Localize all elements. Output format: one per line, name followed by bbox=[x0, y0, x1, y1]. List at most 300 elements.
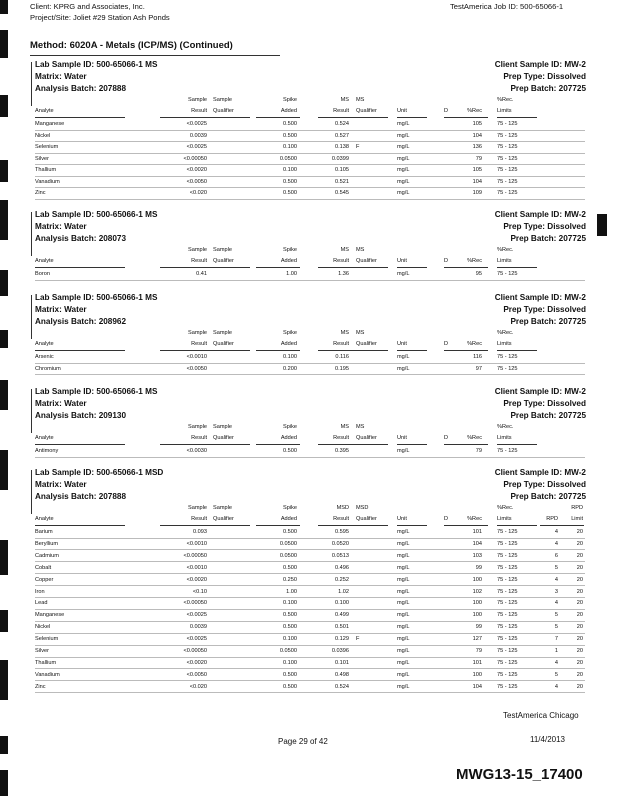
recovery-limits: 75 - 125 bbox=[497, 167, 518, 173]
spike-added: 0.500 bbox=[283, 624, 297, 631]
percent-recovery: 100 bbox=[472, 576, 482, 583]
col-header-added: Added bbox=[280, 341, 297, 347]
analyte-name: Zinc bbox=[35, 190, 46, 196]
analyte-name: Iron bbox=[35, 588, 45, 595]
recovery-limits: 75 - 125 bbox=[497, 540, 518, 547]
rpd-value: 1 bbox=[554, 648, 558, 654]
percent-recovery: 100 bbox=[472, 600, 482, 607]
analysis-batch: Analysis Batch: 209130 bbox=[35, 411, 127, 420]
spike-added: 0.500 bbox=[283, 448, 297, 454]
analyte-name: Barium bbox=[35, 529, 53, 535]
header-underline bbox=[318, 267, 388, 268]
recovery-limits: 75 - 125 bbox=[497, 624, 518, 631]
client-sample-id: Client Sample ID: MW-2 bbox=[494, 468, 586, 477]
header-underline bbox=[35, 350, 125, 351]
unit: mg/L bbox=[397, 624, 410, 631]
col-header-unit: Unit bbox=[397, 435, 407, 441]
spike-added: 1.00 bbox=[286, 271, 297, 277]
lab-sample-id: Lab Sample ID: 500-65066-1 MS bbox=[35, 60, 158, 69]
col-header-sample: Sample bbox=[213, 424, 232, 430]
header-underline bbox=[444, 350, 488, 351]
matrix: Matrix: Water bbox=[35, 480, 87, 489]
rpd-limit: 20 bbox=[576, 648, 583, 654]
matrix: Matrix: Water bbox=[35, 222, 87, 231]
lab-sample-id: Lab Sample ID: 500-65066-1 MS bbox=[35, 387, 158, 396]
percent-recovery: 127 bbox=[472, 636, 482, 643]
scan-edge-mark bbox=[0, 610, 8, 632]
col-header-d: D bbox=[444, 435, 449, 441]
section-bracket bbox=[31, 470, 32, 514]
prep-batch: Prep Batch: 207725 bbox=[510, 411, 586, 420]
spike-result: 0.499 bbox=[335, 612, 349, 619]
sample-result: <0.020 bbox=[189, 190, 207, 196]
percent-recovery: 95 bbox=[475, 271, 482, 277]
col-header-result: Result bbox=[191, 341, 207, 347]
percent-recovery: 102 bbox=[472, 588, 482, 595]
section-bracket bbox=[31, 62, 32, 106]
col-header-qualifier: Qualifier bbox=[213, 108, 234, 114]
prep-type: Prep Type: Dissolved bbox=[503, 222, 586, 231]
row-divider bbox=[35, 633, 585, 634]
sample-result: <0.0050 bbox=[186, 178, 207, 185]
analyte-name: Nickel bbox=[35, 624, 51, 631]
spike-result: 0.252 bbox=[335, 576, 349, 583]
spike-result: 0.101 bbox=[335, 659, 349, 666]
matrix: Matrix: Water bbox=[35, 399, 87, 408]
unit: mg/L bbox=[397, 144, 410, 150]
scan-edge-mark bbox=[0, 95, 8, 117]
unit: mg/L bbox=[397, 588, 410, 595]
spike-added: 0.100 bbox=[283, 144, 297, 150]
rpd-value: 5 bbox=[554, 671, 558, 678]
header-underline bbox=[444, 444, 488, 445]
row-divider bbox=[35, 176, 585, 177]
rpd-limit: 20 bbox=[576, 564, 583, 571]
header-underline bbox=[35, 267, 125, 268]
scan-edge-mark bbox=[0, 330, 8, 348]
spike-added: 0.200 bbox=[283, 365, 297, 372]
col-header-ms: MS bbox=[340, 330, 349, 336]
row-divider bbox=[35, 363, 585, 364]
spike-added: 0.100 bbox=[283, 659, 297, 666]
rpd-limit: 20 bbox=[576, 576, 583, 583]
scan-edge-mark bbox=[0, 736, 8, 754]
row-divider bbox=[35, 668, 585, 669]
col-header-added: Added bbox=[280, 435, 297, 441]
header-underline bbox=[397, 350, 427, 351]
spike-added: 0.0500 bbox=[279, 540, 297, 547]
sample-result: <0.0025 bbox=[186, 121, 207, 127]
sample-result: <0.0025 bbox=[186, 144, 207, 150]
col-header-analyte: Analyte bbox=[35, 516, 54, 522]
spike-result: 0.496 bbox=[335, 564, 349, 571]
footer-date: 11/4/2013 bbox=[530, 735, 565, 744]
percent-recovery: 105 bbox=[472, 167, 482, 173]
percent-recovery: 101 bbox=[472, 659, 482, 666]
header-underline bbox=[318, 350, 388, 351]
recovery-limits: 75 - 125 bbox=[497, 564, 518, 571]
col-header-d: D bbox=[444, 108, 449, 114]
rpd-value: 7 bbox=[554, 636, 558, 643]
col-header-sample: Sample bbox=[213, 505, 232, 511]
sample-result: 0.41 bbox=[196, 271, 207, 277]
spike-result: 0.595 bbox=[335, 529, 349, 535]
spike-added: 0.100 bbox=[283, 636, 297, 643]
analyte-name: Zinc bbox=[35, 683, 46, 690]
recovery-limits: 75 - 125 bbox=[497, 552, 518, 559]
header-underline bbox=[318, 525, 388, 526]
spike-result: 0.0513 bbox=[331, 552, 349, 559]
spike-added: 0.100 bbox=[283, 167, 297, 173]
footer-page: Page 29 of 42 bbox=[278, 737, 328, 746]
spike-added: 0.500 bbox=[283, 683, 297, 690]
percent-recovery: 101 bbox=[472, 529, 482, 535]
section-bracket bbox=[31, 389, 32, 433]
col-header-ms: MS bbox=[356, 424, 365, 430]
unit: mg/L bbox=[397, 659, 410, 666]
percent-recovery: 104 bbox=[472, 540, 482, 547]
spike-added: 0.250 bbox=[283, 576, 297, 583]
col-header-added: Added bbox=[280, 258, 297, 264]
spike-added: 0.500 bbox=[283, 671, 297, 678]
row-divider bbox=[35, 609, 585, 610]
percent-recovery: 97 bbox=[475, 365, 482, 372]
rpd-value: 4 bbox=[554, 600, 558, 607]
client-sample-id: Client Sample ID: MW-2 bbox=[494, 293, 586, 302]
sample-result: <0.00050 bbox=[183, 155, 207, 162]
row-divider bbox=[35, 680, 585, 681]
recovery-limits: 75 - 125 bbox=[497, 529, 518, 535]
scan-edge-mark bbox=[0, 30, 8, 58]
row-divider bbox=[35, 374, 585, 375]
col-header-ms: MSD bbox=[356, 505, 369, 511]
recovery-limits: 75 - 125 bbox=[497, 671, 518, 678]
analysis-batch: Analysis Batch: 207888 bbox=[35, 84, 127, 93]
unit: mg/L bbox=[397, 671, 410, 678]
spike-result: 1.36 bbox=[338, 271, 349, 277]
prep-type: Prep Type: Dissolved bbox=[503, 480, 586, 489]
recovery-limits: 75 - 125 bbox=[497, 132, 518, 139]
row-divider bbox=[35, 621, 585, 622]
col-header-added: Added bbox=[280, 516, 297, 522]
unit: mg/L bbox=[397, 564, 410, 571]
analyte-name: Vanadium bbox=[35, 671, 60, 678]
sample-result: <0.0020 bbox=[186, 659, 207, 666]
scan-edge-mark bbox=[0, 160, 8, 182]
prep-batch: Prep Batch: 207725 bbox=[510, 84, 586, 93]
spike-added: 0.100 bbox=[283, 600, 297, 607]
rpd-value: 4 bbox=[554, 683, 558, 690]
col-header-result: Result bbox=[333, 258, 349, 264]
spike-result: 0.524 bbox=[335, 683, 349, 690]
unit: mg/L bbox=[397, 683, 410, 690]
sample-result: <0.0050 bbox=[186, 365, 207, 372]
col-header-spike: Spike bbox=[283, 505, 297, 511]
col-header-limits: Limits bbox=[497, 435, 512, 441]
sample-result: <0.0020 bbox=[186, 576, 207, 583]
header-underline bbox=[397, 117, 427, 118]
analyte-name: Selenium bbox=[35, 636, 59, 643]
col-header-prec: %Rec bbox=[467, 516, 482, 522]
col-header-qualifier: Qualifier bbox=[213, 258, 234, 264]
header-underline bbox=[444, 267, 488, 268]
col-header-ms: MS bbox=[356, 330, 365, 336]
scan-edge-mark bbox=[0, 540, 8, 575]
header-underline bbox=[397, 444, 427, 445]
col-header-unit: Unit bbox=[397, 516, 407, 522]
scan-edge-mark bbox=[0, 200, 8, 240]
rpd-value: 4 bbox=[554, 659, 558, 666]
recovery-limits: 75 - 125 bbox=[497, 648, 518, 654]
col-header-limits: Limits bbox=[497, 108, 512, 114]
analyte-name: Chromium bbox=[35, 365, 61, 372]
col-header-ms: MS bbox=[340, 424, 349, 430]
spike-result: 1.02 bbox=[338, 588, 349, 595]
unit: mg/L bbox=[397, 648, 410, 654]
col-header-prec: %Rec bbox=[467, 258, 482, 264]
rpd-limit: 20 bbox=[576, 552, 583, 559]
row-divider bbox=[35, 585, 585, 586]
spike-result: 0.527 bbox=[335, 132, 349, 139]
spike-result: 0.521 bbox=[335, 178, 349, 185]
row-divider bbox=[35, 187, 585, 188]
header-underline bbox=[160, 267, 250, 268]
analysis-batch: Analysis Batch: 208073 bbox=[35, 234, 127, 243]
header-underline bbox=[256, 444, 300, 445]
unit: mg/L bbox=[397, 190, 410, 196]
recovery-limits: 75 - 125 bbox=[497, 576, 518, 583]
scan-edge-mark bbox=[0, 0, 8, 14]
col-header-spike: Spike bbox=[283, 97, 297, 103]
method-title: Method: 6020A - Metals (ICP/MS) (Continued) bbox=[30, 40, 233, 51]
col-header-sample: Sample bbox=[188, 330, 207, 336]
rpd-limit: 20 bbox=[576, 624, 583, 631]
col-header-result: Result bbox=[191, 108, 207, 114]
header-underline bbox=[256, 117, 300, 118]
row-divider bbox=[35, 692, 585, 693]
sample-result: <0.0025 bbox=[186, 612, 207, 619]
percent-recovery: 79 bbox=[475, 448, 482, 454]
footer-lab: TestAmerica Chicago bbox=[503, 711, 579, 720]
spike-result: 0.498 bbox=[335, 671, 349, 678]
col-header-qualifier: Qualifier bbox=[356, 258, 377, 264]
header-underline bbox=[35, 525, 125, 526]
spike-result: 0.0399 bbox=[331, 155, 349, 162]
row-divider bbox=[35, 549, 585, 550]
sample-result: 0.0039 bbox=[189, 624, 207, 631]
analyte-name: Lead bbox=[35, 600, 48, 607]
spike-result: 0.395 bbox=[335, 448, 349, 454]
col-header-sample: Sample bbox=[188, 424, 207, 430]
col-header-qualifier: Qualifier bbox=[213, 341, 234, 347]
spike-result: 0.138 bbox=[335, 144, 349, 150]
section-bracket bbox=[31, 212, 32, 256]
analyte-name: Vanadium bbox=[35, 178, 60, 185]
analyte-name: Cobalt bbox=[35, 564, 52, 571]
analyte-name: Beryllium bbox=[35, 540, 59, 547]
unit: mg/L bbox=[397, 365, 410, 372]
unit: mg/L bbox=[397, 576, 410, 583]
prep-batch: Prep Batch: 207725 bbox=[510, 234, 586, 243]
rpd-value: 3 bbox=[554, 588, 558, 595]
analyte-name: Arsenic bbox=[35, 354, 54, 360]
col-header-rec: %Rec. bbox=[497, 424, 514, 430]
analyte-name: Manganese bbox=[35, 121, 65, 127]
col-header-result: Result bbox=[191, 516, 207, 522]
analyte-name: Thallium bbox=[35, 167, 57, 173]
header-underline bbox=[318, 117, 388, 118]
unit: mg/L bbox=[397, 178, 410, 185]
col-header-ms: MSD bbox=[336, 505, 349, 511]
spike-added: 0.500 bbox=[283, 132, 297, 139]
percent-recovery: 79 bbox=[475, 648, 482, 654]
header-underline bbox=[160, 117, 250, 118]
row-divider bbox=[35, 141, 585, 142]
row-divider bbox=[35, 280, 585, 281]
lab-sample-id: Lab Sample ID: 500-65066-1 MSD bbox=[35, 468, 164, 477]
spike-added: 0.0500 bbox=[279, 648, 297, 654]
matrix: Matrix: Water bbox=[35, 72, 87, 81]
rpd-value: 5 bbox=[554, 624, 558, 631]
col-header-rpd: RPD bbox=[546, 516, 558, 522]
row-divider bbox=[35, 657, 585, 658]
percent-recovery: 104 bbox=[472, 132, 482, 139]
analyte-name: Nickel bbox=[35, 132, 51, 139]
header-underline bbox=[397, 525, 427, 526]
spike-added: 0.500 bbox=[283, 178, 297, 185]
header-underline bbox=[397, 267, 427, 268]
prep-batch: Prep Batch: 207725 bbox=[510, 317, 586, 326]
col-header-unit: Unit bbox=[397, 341, 407, 347]
row-divider bbox=[35, 199, 585, 200]
col-header-qualifier: Qualifier bbox=[213, 435, 234, 441]
row-divider bbox=[35, 457, 585, 458]
prep-type: Prep Type: Dissolved bbox=[503, 72, 586, 81]
col-header-result: Result bbox=[333, 435, 349, 441]
col-header-spike: Spike bbox=[283, 424, 297, 430]
col-header-limits: Limits bbox=[497, 341, 512, 347]
col-header-spike: Spike bbox=[283, 247, 297, 253]
col-header-sample: Sample bbox=[188, 247, 207, 253]
recovery-limits: 75 - 125 bbox=[497, 600, 518, 607]
header-underline bbox=[444, 117, 488, 118]
analyte-name: Manganese bbox=[35, 612, 65, 619]
col-header-rpd: RPD bbox=[571, 505, 583, 511]
recovery-limits: 75 - 125 bbox=[497, 365, 518, 372]
percent-recovery: 100 bbox=[472, 612, 482, 619]
unit: mg/L bbox=[397, 121, 410, 127]
percent-recovery: 99 bbox=[475, 624, 482, 631]
sample-result: <0.0010 bbox=[186, 354, 207, 360]
row-divider bbox=[35, 130, 585, 131]
col-header-ms: MS bbox=[340, 247, 349, 253]
col-header-prec: %Rec bbox=[467, 108, 482, 114]
client-name: Client: KPRG and Associates, Inc. bbox=[30, 2, 145, 11]
analyte-name: Copper bbox=[35, 576, 54, 583]
col-header-analyte: Analyte bbox=[35, 108, 54, 114]
analyte-name: Silver bbox=[35, 155, 49, 162]
col-header-sample: Sample bbox=[213, 97, 232, 103]
client-sample-id: Client Sample ID: MW-2 bbox=[494, 387, 586, 396]
spike-result: 0.105 bbox=[335, 167, 349, 173]
rpd-value: 4 bbox=[554, 540, 558, 547]
spike-result: 0.0520 bbox=[331, 540, 349, 547]
col-header-limit: Limit bbox=[571, 516, 583, 522]
row-divider bbox=[35, 573, 585, 574]
lab-sample-id: Lab Sample ID: 500-65066-1 MS bbox=[35, 210, 158, 219]
rpd-limit: 20 bbox=[576, 671, 583, 678]
percent-recovery: 109 bbox=[472, 190, 482, 196]
col-header-qualifier: Qualifier bbox=[356, 516, 377, 522]
col-header-rec: %Rec. bbox=[497, 97, 514, 103]
rpd-limit: 20 bbox=[576, 540, 583, 547]
unit: mg/L bbox=[397, 155, 410, 162]
header-underline bbox=[497, 525, 537, 526]
recovery-limits: 75 - 125 bbox=[497, 190, 518, 196]
unit: mg/L bbox=[397, 636, 410, 643]
spike-result: 0.195 bbox=[335, 365, 349, 372]
header-underline bbox=[160, 525, 250, 526]
col-header-limits: Limits bbox=[497, 516, 512, 522]
col-header-analyte: Analyte bbox=[35, 435, 54, 441]
recovery-limits: 75 - 125 bbox=[497, 448, 518, 454]
client-sample-id: Client Sample ID: MW-2 bbox=[494, 210, 586, 219]
spike-added: 0.0500 bbox=[279, 155, 297, 162]
recovery-limits: 75 - 125 bbox=[497, 354, 518, 360]
recovery-limits: 75 - 125 bbox=[497, 683, 518, 690]
rpd-value: 4 bbox=[554, 529, 558, 535]
col-header-ms: MS bbox=[340, 97, 349, 103]
col-header-rec: %Rec. bbox=[497, 505, 514, 511]
analyte-name: Boron bbox=[35, 271, 50, 277]
header-underline bbox=[497, 267, 537, 268]
recovery-limits: 75 - 125 bbox=[497, 588, 518, 595]
spike-added: 0.500 bbox=[283, 190, 297, 196]
prep-type: Prep Type: Dissolved bbox=[503, 399, 586, 408]
unit: mg/L bbox=[397, 167, 410, 173]
recovery-limits: 75 - 125 bbox=[497, 636, 518, 643]
percent-recovery: 99 bbox=[475, 564, 482, 571]
header-underline bbox=[497, 350, 537, 351]
recovery-limits: 75 - 125 bbox=[497, 121, 518, 127]
spike-qualifier: F bbox=[356, 144, 360, 150]
spike-result: 0.501 bbox=[335, 624, 349, 631]
analyte-name: Thallium bbox=[35, 659, 57, 666]
scan-edge-mark bbox=[0, 270, 8, 296]
sample-result: <0.0010 bbox=[186, 540, 207, 547]
col-header-result: Result bbox=[333, 341, 349, 347]
col-header-spike: Spike bbox=[283, 330, 297, 336]
col-header-qualifier: Qualifier bbox=[356, 341, 377, 347]
spike-added: 0.500 bbox=[283, 612, 297, 619]
rpd-value: 4 bbox=[554, 576, 558, 583]
rpd-value: 6 bbox=[554, 552, 558, 559]
method-underline bbox=[30, 55, 280, 56]
row-divider bbox=[35, 153, 585, 154]
sample-result: <0.0020 bbox=[186, 167, 207, 173]
col-header-prec: %Rec bbox=[467, 435, 482, 441]
sample-result: 0.0039 bbox=[189, 132, 207, 139]
rpd-limit: 20 bbox=[576, 683, 583, 690]
col-header-d: D bbox=[444, 341, 449, 347]
percent-recovery: 104 bbox=[472, 683, 482, 690]
recovery-limits: 75 - 125 bbox=[497, 178, 518, 185]
analyte-name: Antimony bbox=[35, 448, 59, 454]
col-header-rec: %Rec. bbox=[497, 247, 514, 253]
row-divider bbox=[35, 164, 585, 165]
analyte-name: Selenium bbox=[35, 144, 59, 150]
col-header-result: Result bbox=[333, 516, 349, 522]
